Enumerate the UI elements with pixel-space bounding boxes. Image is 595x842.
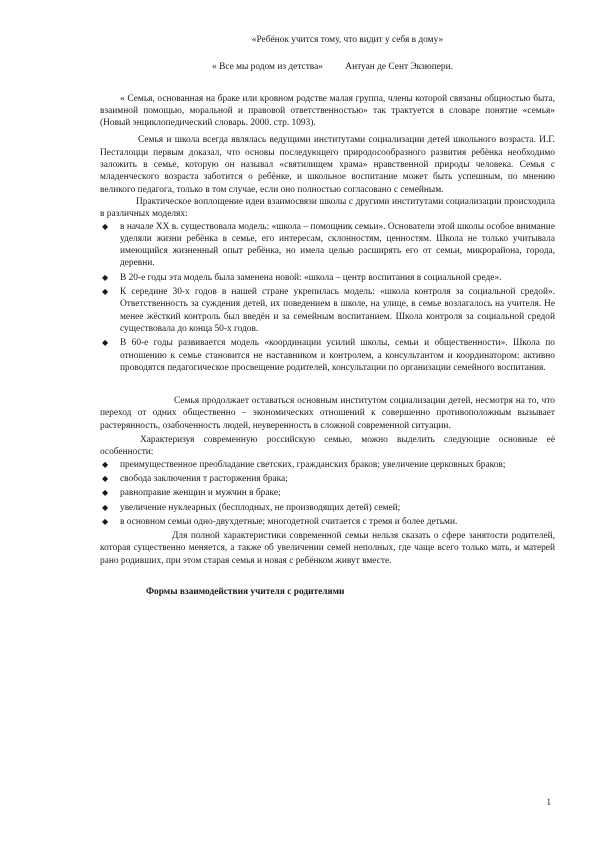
features-paragraph: Характеризуя современную российскую семью, можно выделить следующие основные её особенности: [100,435,555,458]
epigraph-author: Антуан де Сент Экзюпери. [345,62,453,73]
epigraph-quote: « Все мы родом из детства» [212,62,323,73]
list-item: ◆ свобода заключения т расторжения брака; [102,473,288,484]
list-item: ◆ К середине 30-х годов в нашей стране укрепилась модель: «школа контроля за социальной средой». Ответственность за суждения детей, их поведением в школе, на улице, в семье возлагалось на учителя. Не менее жёсткий контроль был введён и за семейным воспитанием. Школа контроля за социальной средой существовала до конца 50-х годов. [102,287,555,334]
bullet-icon: ◆ [102,488,109,498]
practice-paragraph: Практическое воплощение идеи взаимосвязи школы с другими институтами социализации происходила в различных моделях: [100,196,555,220]
page-number: 1 [546,797,551,807]
list-item: ◆ В 60-е годы развивается модель «координации усилий школы, семьи и общественности». Школа по отношению к семье становится не наставником и контролем, а консультантом и координатором: активно проводятся педагогическое просвещение родителей, консультации по организации семейного воспитания. [102,338,555,373]
full-characteristic-paragraph: Для полной характеристики современной семьи нельзя сказать о сфере занятости родителей, которая существенно меняется, а также об увеличении семей неполных, где чаще всего только мать, и матерей рано родивших, при этом старая семья и новая с ребёнком живут вместе. [100,531,555,566]
features-list [100,459,555,528]
list-item: ◆ в основном семьи одно-двухдетные; многодетной считается с тремя и более детьми. [102,516,458,527]
bullet-icon: ◆ [102,502,109,512]
models-list [100,221,555,375]
list-item: ◆ увеличение нуклеарных (бесплодных, не производящих детей) семей; [102,502,401,513]
bullet-icon: ◆ [102,221,109,231]
section-heading: Формы взаимодействия учителя с родителями [146,586,345,597]
bullet-icon: ◆ [102,272,109,282]
list-item: ◆ в начале XX в. существовала модель: «школа – помощник семьи». Основатели этой школы особое внимание уделяли жизни ребёнка в семье, его интересам, склонностям, ценностям. Школа не только учитывала имеющийся жизненный опыт ребёнка, но имела целью расширять его от семьи, микрорайона, города, деревни. [102,221,555,269]
bullet-icon: ◆ [102,287,109,297]
page-content [100,34,555,598]
intro-paragraph: « Семья, основанная на браке или кровном родстве малая группа, члены которой связаны общностью быта, взаимной помощью, моральной и правовой ответственностью» так трактуется в словаре понятие «семья» (Новый энциклопедический словарь. 2000. стр. 1093). [100,93,555,129]
school-paragraph: Семья и школа всегда являлась ведущими институтами социализации детей школьного возраста. И.Г. Песталоцци первым доказал, что основы последующего природосообразного развития ребёнка необходимо заложить в семье, которую он называл «святилищем храма» нравственной природы человека. Семья с младенческого возраста заботится о ребёнке, и школьное воспитание может быть успешным, по мнению великого педагога, только в том случае, если оно полностью согласовано с семейным. [100,135,555,195]
bullet-icon: ◆ [102,473,109,483]
epigraph-line-1: «Ребёнок учится тому, что видит у себя в дому» [251,35,444,45]
list-item: ◆ преимущественное преобладание светских, гражданских браков; увеличение церковных браков; [102,459,506,470]
bullet-icon: ◆ [102,459,109,469]
list-item: ◆ равноправие женщин и мужчин в браке; [102,488,281,499]
list-item: ◆ В 20-е годы эта модель была заменена новой: «школа – центр воспитания в социальной среде». [102,272,502,283]
bullet-icon: ◆ [102,516,109,526]
family-paragraph: Семья продолжает оставаться основным институтом социализации детей, несмотря на то, что переход от одних общественно – экономических отношений к совершенно противоположным вызывает растерянность, озабоченность людей, неуверенность в сложной современной ситуации. [100,396,555,431]
epigraph-line-2 [110,61,555,73]
bullet-icon: ◆ [102,338,109,348]
